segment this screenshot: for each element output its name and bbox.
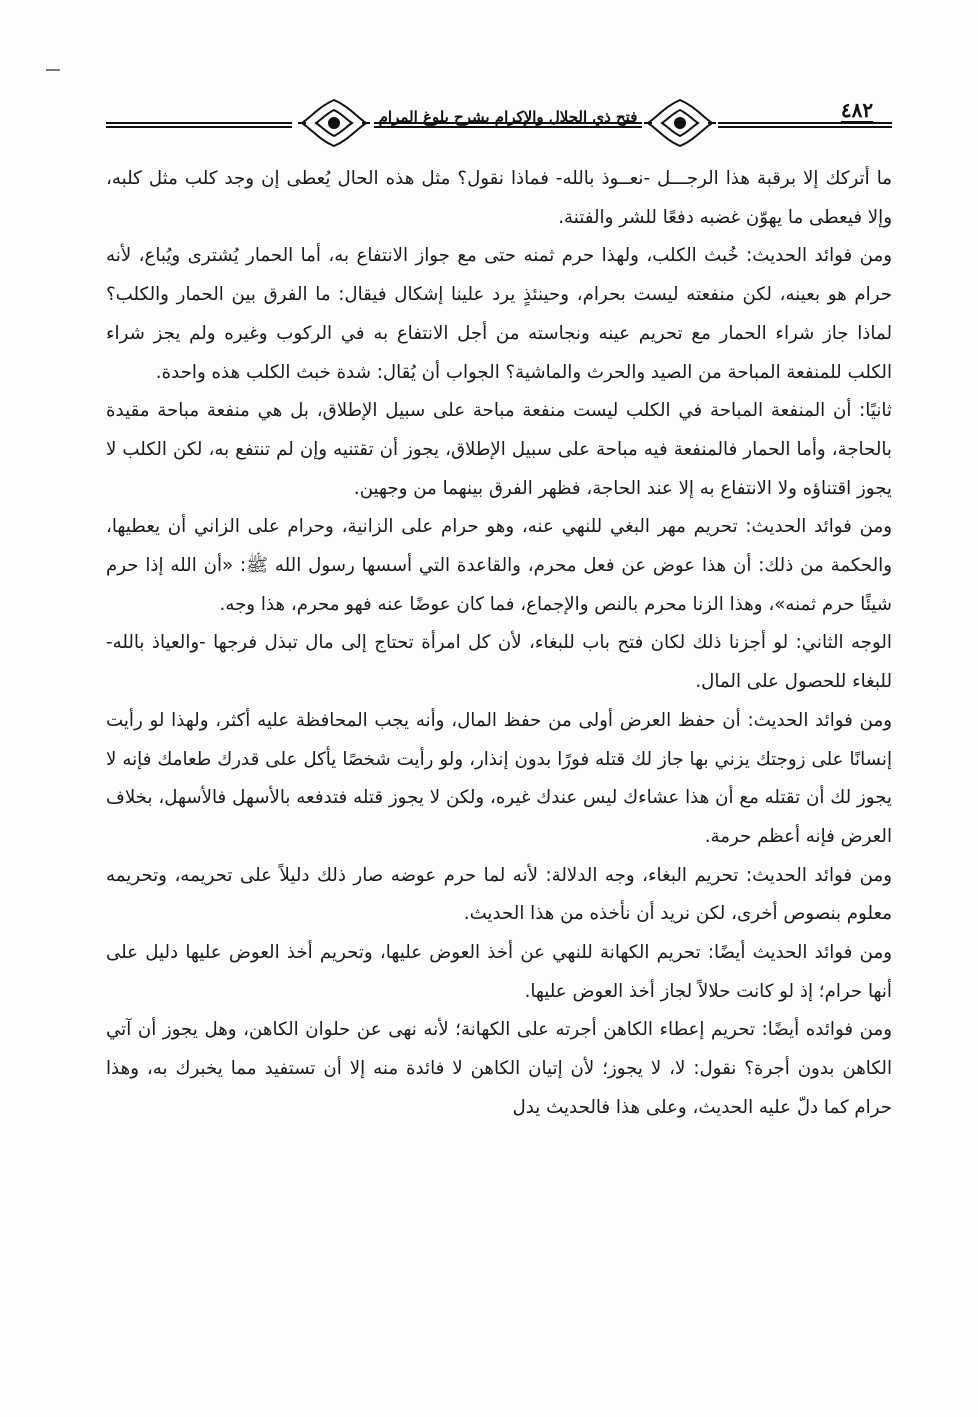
scan-mark: [46, 69, 60, 71]
paragraph: ومن فوائد الحديث: خُبث الكلب، ولهذا حرم ثمنه حتى مع جواز الانتفاع به، أما الحمار يُشترى ويُباع، لأنه حرام هو بعينه، لكن منفعته ليست بحرام، وحينئذٍ يرد علينا إشكال فيقال: ما الفرق بين الحمار والكلب؟ لماذا جاز شراء الحمار مع تحريم عينه ونجاسته من أجل الانتفاع به في الركوب وغيره ولم يجز شراء الكلب للمنفعة المباحة من الصيد والحرث والماشية؟ الجواب أن يُقال: شدة خبث الكلب هذه واحدة.: [106, 245, 892, 383]
ornament-right-icon: [642, 96, 718, 150]
book-title: فتح ذي الجلال والإكرام بشرح بلوغ المرام: [378, 108, 638, 126]
header-rule-left: [106, 122, 292, 128]
paragraph: ومن فوائد الحديث: أن حفظ العرض أولى من حفظ المال، وأنه يجب المحافظة عليه أكثر، ولهذا لو رأيت إنسانًا على زوجتك يزني بها جاز لك قتله فورًا بدون إنذار، ولو رأيت شخصًا يأكل على قدرك طعامك فإنه لا يجوز لك أن تقتله مع أن هذا عشاءك ليس عندك غيره، ولكن لا يجوز قتله فتدفعه بالأسهل فالأسهل، بخلاف العرض فإنه أعظم حرمة.: [106, 709, 892, 847]
ornament-left-icon: [296, 96, 372, 150]
paragraph: ومن فوائد الحديث: تحريم البغاء، وجه الدلالة: لأنه لما حرم عوضه صار ذلك دليلاً على تحريمه، وتحريمه معلوم بنصوص أخرى، لكن نريد أن نأخذه من هذا الحديث.: [106, 864, 892, 925]
header-rule-right: [718, 122, 892, 128]
page-body: [106, 160, 892, 1128]
paragraph: ومن فوائد الحديث: تحريم مهر البغي للنهي عنه، وهو حرام على الزانية، وحرام على الزاني أن يعطيها، والحكمة من ذلك: أن هذا عوض عن فعل محرم، والقاعدة التي أسسها رسول الله ﷺ: «أن الله إذا حرم شيئًا حرم ثمنه»، وهذا الزنا محرم بالنص والإجماع، فما كان عوضًا عنه فهو محرم، هذا وجه.: [106, 516, 892, 615]
paragraph: ومن فوائد الحديث أيضًا: تحريم الكهانة للنهي عن أخذ العوض عليها، وتحريم أخذ العوض عليها دليل على أنها حرام؛ إذ لو كانت حلالاً لجاز أخذ العوض عليها.: [106, 942, 892, 1002]
page-header: [106, 92, 892, 154]
paragraph: ما أتركك إلا برقبة هذا الرجـــل -نعــوذ بالله- فماذا نقول؟ مثل هذه الحال يُعطى إن وجد كلب مثل كلبه، وإلا فيعطى ما يهوّن غضبه دفعًا للشر والفتنة.: [106, 168, 892, 228]
page-number: ٤٨٢: [840, 98, 874, 122]
paragraph: ثانيًا: أن المنفعة المباحة في الكلب ليست منفعة مباحة على سبيل الإطلاق، بل هي منفعة مباحة مقيدة بالحاجة، وأما الحمار فالمنفعة فيه مباحة على سبيل الإطلاق، يجوز أن تقتنيه وإن لم تنتفع به، لكن الكلب لا يجوز اقتناؤه ولا الانتفاع به إلا عند الحاجة، فظهر الفرق بينهما من وجهين.: [106, 400, 892, 499]
paragraph: ومن فوائده أيضًا: تحريم إعطاء الكاهن أجرته على الكهانة؛ لأنه نهى عن حلوان الكاهن، وهل يجوز أن آتي الكاهن بدون أجرة؟ نقول: لا، لا يجوز؛ لأن إتيان الكاهن لا فائدة منه إلا أن تستفيد مما يخبرك به، وهذا حرام كما دلّ عليه الحديث، وعلى هذا فالحديث يدل: [106, 1019, 892, 1118]
paragraph: الوجه الثاني: لو أجزنا ذلك لكان فتح باب للبغاء، لأن كل امرأة تحتاج إلى مال تبذل فرجها -والعياذ بالله- للبغاء للحصول على المال.: [106, 632, 892, 693]
